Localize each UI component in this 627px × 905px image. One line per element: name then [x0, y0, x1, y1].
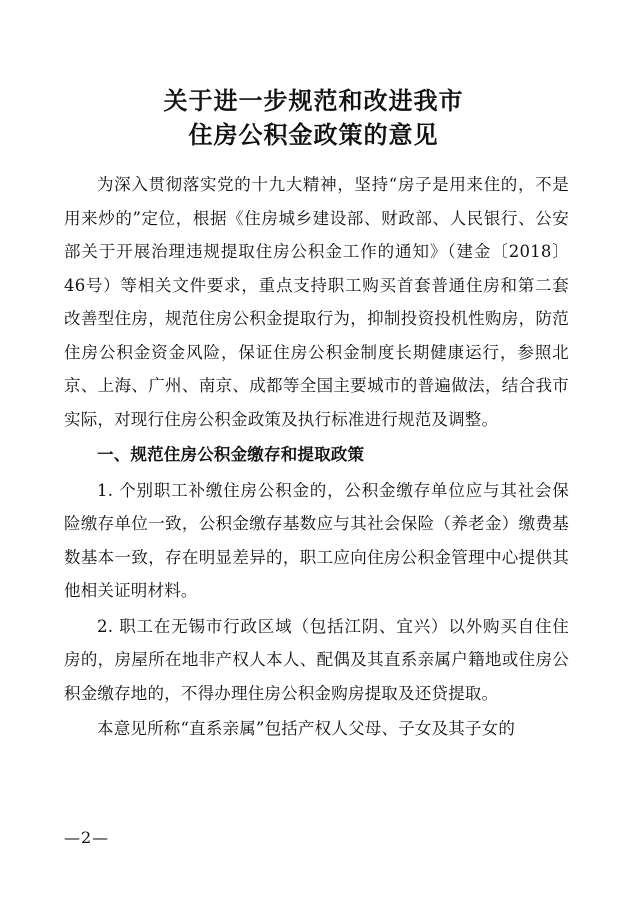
policy-item-2: 2. 职工在无锡市行政区域（包括江阴、宜兴）以外购买自住住房的，房屋所在地非产权人本人、配偶及其直系亲属户籍地或住房公积金缴存地的，不得办理住房公积金购房提取及还贷提取。	[64, 616, 569, 703]
document-title	[0, 84, 627, 152]
section-heading-1: 一、规范住房公积金缴存和提取政策	[97, 445, 365, 464]
policy-item-1: 1. 个别职工补缴住房公积金的，公积金缴存单位应与其社会保险缴存单位一致，公积金缴存基数应与其社会保险（养老金）缴费基数基本一致，存在明显差异的，职工应向住房公积金管理中心提供其他相关证明材料。	[64, 480, 569, 600]
page-number: —2—	[64, 828, 110, 847]
title-line-1: 关于进一步规范和改进我市	[163, 86, 464, 115]
intro-paragraph: 为深入贯彻落实党的十九大精神，坚持“房子是用来住的，不是用来炒的”定位，根据《住房城乡建设部、财政部、人民银行、公安部关于开展治理违规提取住房公积金工作的通知》（建金〔2018〕46号）等相关文件要求，重点支持职工购买首套普通住房和第二套改善型住房，规范住房公积金提取行为，抑制投资投机性购房，防范住房公积金资金风险，保证住房公积金制度长期健康运行，参照北京、上海、广州、南京、成都等全国主要城市的普遍做法，结合我市实际，对现行住房公积金政策及执行标准进行规范及调整。	[64, 175, 569, 429]
policy-note-paragraph: 本意见所称“直系亲属”包括产权人父母、子女及其子女的	[97, 719, 516, 738]
document-body	[64, 168, 569, 746]
title-line-2: 住房公积金政策的意见	[188, 120, 439, 149]
